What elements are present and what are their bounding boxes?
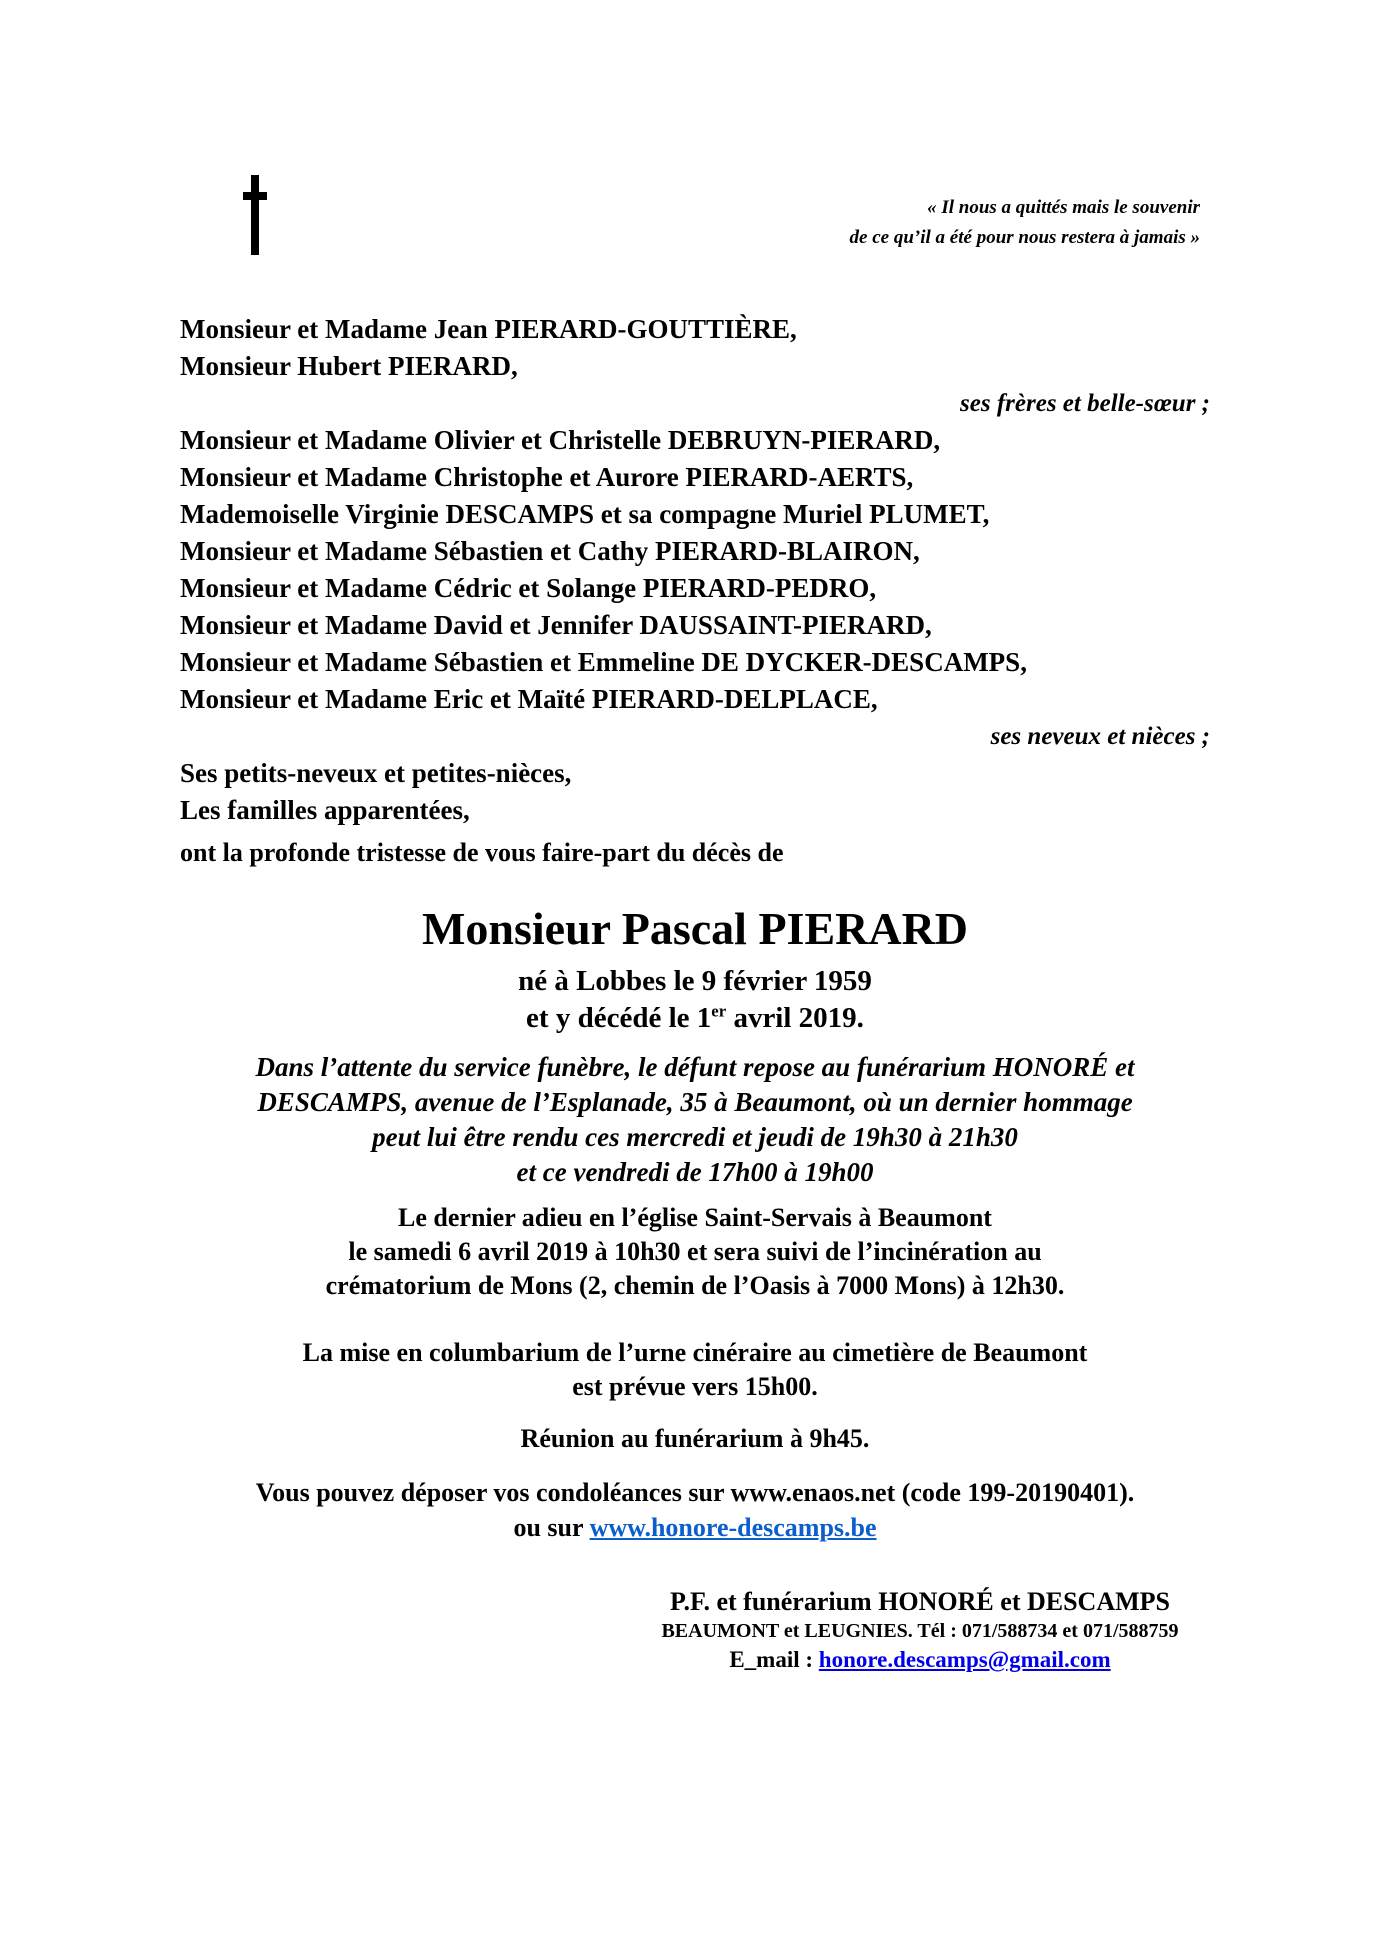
memorial-quote	[560, 193, 1200, 253]
repose-line: peut lui être rendu ces mercredi et jeudi de 19h30 à 21h30	[372, 1122, 1018, 1152]
farewell-line: le samedi 6 avril 2019 à 10h30 et sera suivi de l’incinération au	[348, 1237, 1042, 1266]
farewell-paragraph	[180, 1201, 1210, 1303]
family-line: Monsieur et Madame Eric et Maïté PIERARD-DELPLACE,	[180, 684, 878, 714]
family-line: Monsieur et Madame Cédric et Solange PIERARD-PEDRO,	[180, 573, 877, 603]
family-line: Ses petits-neveux et petites-nièces,	[180, 758, 572, 788]
announcement-text: ont la profonde tristesse de vous faire-part du décès de	[180, 838, 784, 867]
quote-line-1: « Il nous a quittés mais le souvenir	[927, 197, 1200, 218]
condolences-line-2	[180, 1510, 1210, 1545]
family-list	[180, 311, 1210, 829]
funeral-home-name: P.F. et funérarium HONORÉ et DESCAMPS	[669, 1587, 1170, 1616]
family-line: Monsieur et Madame David et Jennifer DAUSSAINT-PIERARD,	[180, 610, 932, 640]
funeral-home-footer	[560, 1585, 1280, 1675]
condolences-block	[180, 1475, 1210, 1545]
repose-line: Dans l’attente du service funèbre, le défunt repose au funérarium HONORÉ et	[255, 1052, 1135, 1082]
meeting-line: Réunion au funérarium à 9h45.	[520, 1424, 870, 1453]
family-line: Mademoiselle Virginie DESCAMPS et sa compagne Muriel PLUMET,	[180, 499, 990, 529]
repose-line: et ce vendredi de 17h00 à 19h00	[516, 1157, 874, 1187]
quote-line-2: de ce qu’il a été pour nous restera à jamais »	[849, 227, 1200, 248]
repose-line: DESCAMPS, avenue de l’Esplanade, 35 à Beaumont, où un dernier hommage	[257, 1087, 1133, 1117]
cross-bar	[243, 192, 267, 200]
death-line-prefix: et y décédé le 1	[526, 1002, 712, 1034]
family-line: Monsieur et Madame Sébastien et Emmeline DE DYCKER-DESCAMPS,	[180, 647, 1027, 677]
farewell-line: Le dernier adieu en l’église Saint-Servais à Beaumont	[398, 1203, 992, 1232]
death-line	[180, 1000, 1210, 1037]
cross-stem	[251, 175, 259, 255]
family-line: Les familles apparentées,	[180, 795, 470, 825]
columbarium-line: La mise en columbarium de l’urne cinéraire au cimetière de Beaumont	[302, 1338, 1088, 1367]
columbarium-paragraph	[180, 1336, 1210, 1404]
funeral-home-contact: BEAUMONT et LEUGNIES. Tél : 071/588734 et 071/588759	[661, 1620, 1179, 1642]
repose-paragraph	[180, 1050, 1210, 1190]
family-line: Monsieur et Madame Christophe et Aurore PIERARD-AERTS,	[180, 462, 914, 492]
condolences-line-2-prefix: ou sur	[513, 1513, 590, 1542]
birth-line: né à Lobbes le 9 février 1959	[518, 965, 872, 997]
deceased-name: Monsieur Pascal PIERARD	[421, 903, 969, 954]
relation-line-nephews: ses neveux et nièces ;	[990, 723, 1210, 750]
family-line: Monsieur et Madame Jean PIERARD-GOUTTIÈRE,	[180, 314, 797, 344]
cross-icon	[243, 175, 267, 255]
family-line: Monsieur Hubert PIERARD,	[180, 351, 518, 381]
birth-death-block	[180, 963, 1210, 1037]
family-line: Monsieur et Madame Sébastien et Cathy PIERARD-BLAIRON,	[180, 536, 920, 566]
columbarium-line: est prévue vers 15h00.	[572, 1372, 818, 1401]
death-line-suffix: avril 2019.	[726, 1002, 864, 1034]
email-link[interactable]: honore.descamps@gmail.com	[818, 1647, 1111, 1672]
farewell-line: crématorium de Mons (2, chemin de l’Oasis à 7000 Mons) à 12h30.	[325, 1271, 1065, 1300]
email-label: E_mail :	[729, 1647, 819, 1672]
family-line: Monsieur et Madame Olivier et Christelle DEBRUYN-PIERARD,	[180, 425, 941, 455]
condolences-line-1: Vous pouvez déposer vos condoléances sur www.enaos.net (code 199-20190401).	[255, 1478, 1135, 1507]
website-link[interactable]: www.honore-descamps.be	[589, 1513, 877, 1542]
relation-line-brothers: ses frères et belle-sœur ;	[960, 390, 1210, 417]
funeral-home-email-line	[560, 1645, 1280, 1675]
death-line-superscript: er	[711, 1001, 727, 1021]
